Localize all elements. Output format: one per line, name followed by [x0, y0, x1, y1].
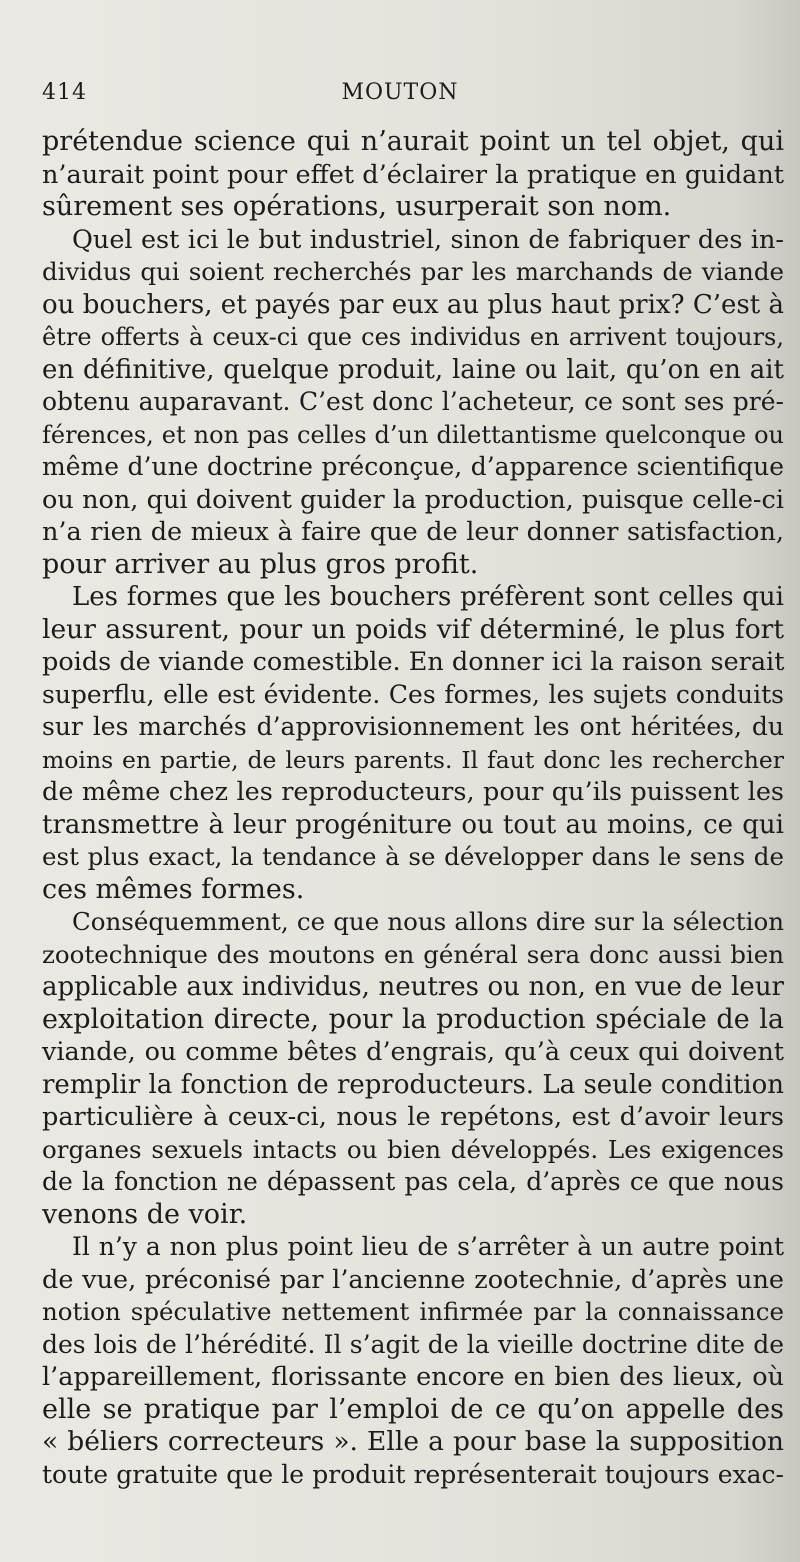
- page-header: [0, 80, 800, 114]
- text-line: zootechnique des moutons en général sera donc aussi bien: [42, 939, 784, 969]
- text-line: ou non, qui doivent guider la production, puisque celle-ci: [42, 484, 784, 515]
- text-line: obtenu auparavant. C’est donc l’acheteur, ce sont ses pré-: [42, 387, 784, 416]
- text-line: Conséquemment, ce que nous allons dire sur la sélection: [72, 907, 784, 936]
- text-line: pour arriver au plus gros profit.: [42, 548, 479, 580]
- text-line: dividus qui soient recherchés par les marchands de viande: [42, 257, 784, 286]
- text-line: Quel est ici le but industriel, sinon de fabriquer des in-: [72, 224, 784, 255]
- text-line: Il n’y a non plus point lieu de s’arrêter à un autre point: [72, 1232, 784, 1261]
- text-line: être offerts à ceux-ci que ces individus en arrivent toujours,: [42, 323, 784, 351]
- text-line: prétendue science qui n’aurait point un tel objet, qui: [42, 126, 784, 157]
- body-text: [42, 126, 784, 1491]
- running-head: MOUTON: [341, 80, 459, 105]
- text-line: l’appareillement, florissante encore en bien des lieux, où: [42, 1362, 784, 1392]
- text-line: Les formes que les bouchers préfèrent sont celles qui: [72, 582, 784, 612]
- text-line: sûrement ses opérations, usurperait son nom.: [42, 191, 672, 222]
- text-line: remplir la fonction de reproducteurs. La seule condition: [42, 1069, 784, 1100]
- text-line: applicable aux individus, neutres ou non, en vue de leur: [42, 972, 784, 1002]
- text-line: leur assurent, pour un poids vif déterminé, le plus fort: [42, 613, 784, 645]
- text-line: elle se pratique par l’emploi de ce qu’on appelle des: [42, 1393, 784, 1425]
- text-line: transmettre à leur progéniture ou tout au moins, ce qui: [42, 809, 784, 840]
- text-line: des lois de l’hérédité. Il s’agit de la vieille doctrine dite de: [42, 1329, 784, 1359]
- text-line: n’a rien de mieux à faire que de leur donner satisfaction,: [42, 517, 784, 547]
- text-line: poids de viande comestible. En donner ici la raison serait: [42, 647, 785, 677]
- text-line: est plus exact, la tendance à se développer dans le sens de: [42, 842, 784, 871]
- text-line: exploitation directe, pour la production spéciale de la: [42, 1003, 784, 1035]
- text-line: superflu, elle est évidente. Ces formes, les sujets conduits: [42, 679, 784, 709]
- text-line: particulière à ceux-ci, nous le repétons, est d’avoir leurs: [42, 1102, 784, 1132]
- text-line: « béliers correcteurs ». Elle a pour base la supposition: [42, 1426, 784, 1457]
- text-line: férences, et non pas celles d’un dilettantisme quelconque ou: [42, 420, 784, 449]
- text-line: toute gratuite que le produit représenterait toujours exac-: [42, 1459, 784, 1489]
- text-line: notion spéculative nettement infirmée par la connaissance: [42, 1297, 784, 1326]
- text-line: en définitive, quelque produit, laine ou lait, qu’on en ait: [42, 354, 784, 385]
- page-number: 414: [42, 80, 87, 105]
- text-line: de même chez les reproducteurs, pour qu’ils puissent les: [42, 777, 784, 807]
- text-line: moins en partie, de leurs parents. Il faut donc les rechercher: [42, 745, 784, 774]
- text-line: même d’une doctrine préconçue, d’apparence scientifique: [42, 452, 784, 481]
- text-line: n’aurait point pour effet d’éclairer la pratique en guidant: [42, 159, 784, 190]
- text-line: de la fonction ne dépassent pas cela, d’après ce que nous: [42, 1167, 784, 1196]
- text-line: viande, ou comme bêtes d’engrais, qu’à ceux qui doivent: [42, 1037, 784, 1067]
- text-line: de vue, préconisé par l’ancienne zootechnie, d’après une: [42, 1264, 784, 1295]
- text-line: ces mêmes formes.: [42, 873, 305, 905]
- text-line: organes sexuels intacts ou bien développés. Les exigences: [42, 1134, 784, 1164]
- text-line: ou bouchers, et payés par eux au plus haut prix? C’est à: [42, 289, 784, 320]
- text-line: venons de voir.: [42, 1198, 248, 1230]
- text-line: sur les marchés d’approvisionnement les ont héritées, du: [42, 712, 784, 741]
